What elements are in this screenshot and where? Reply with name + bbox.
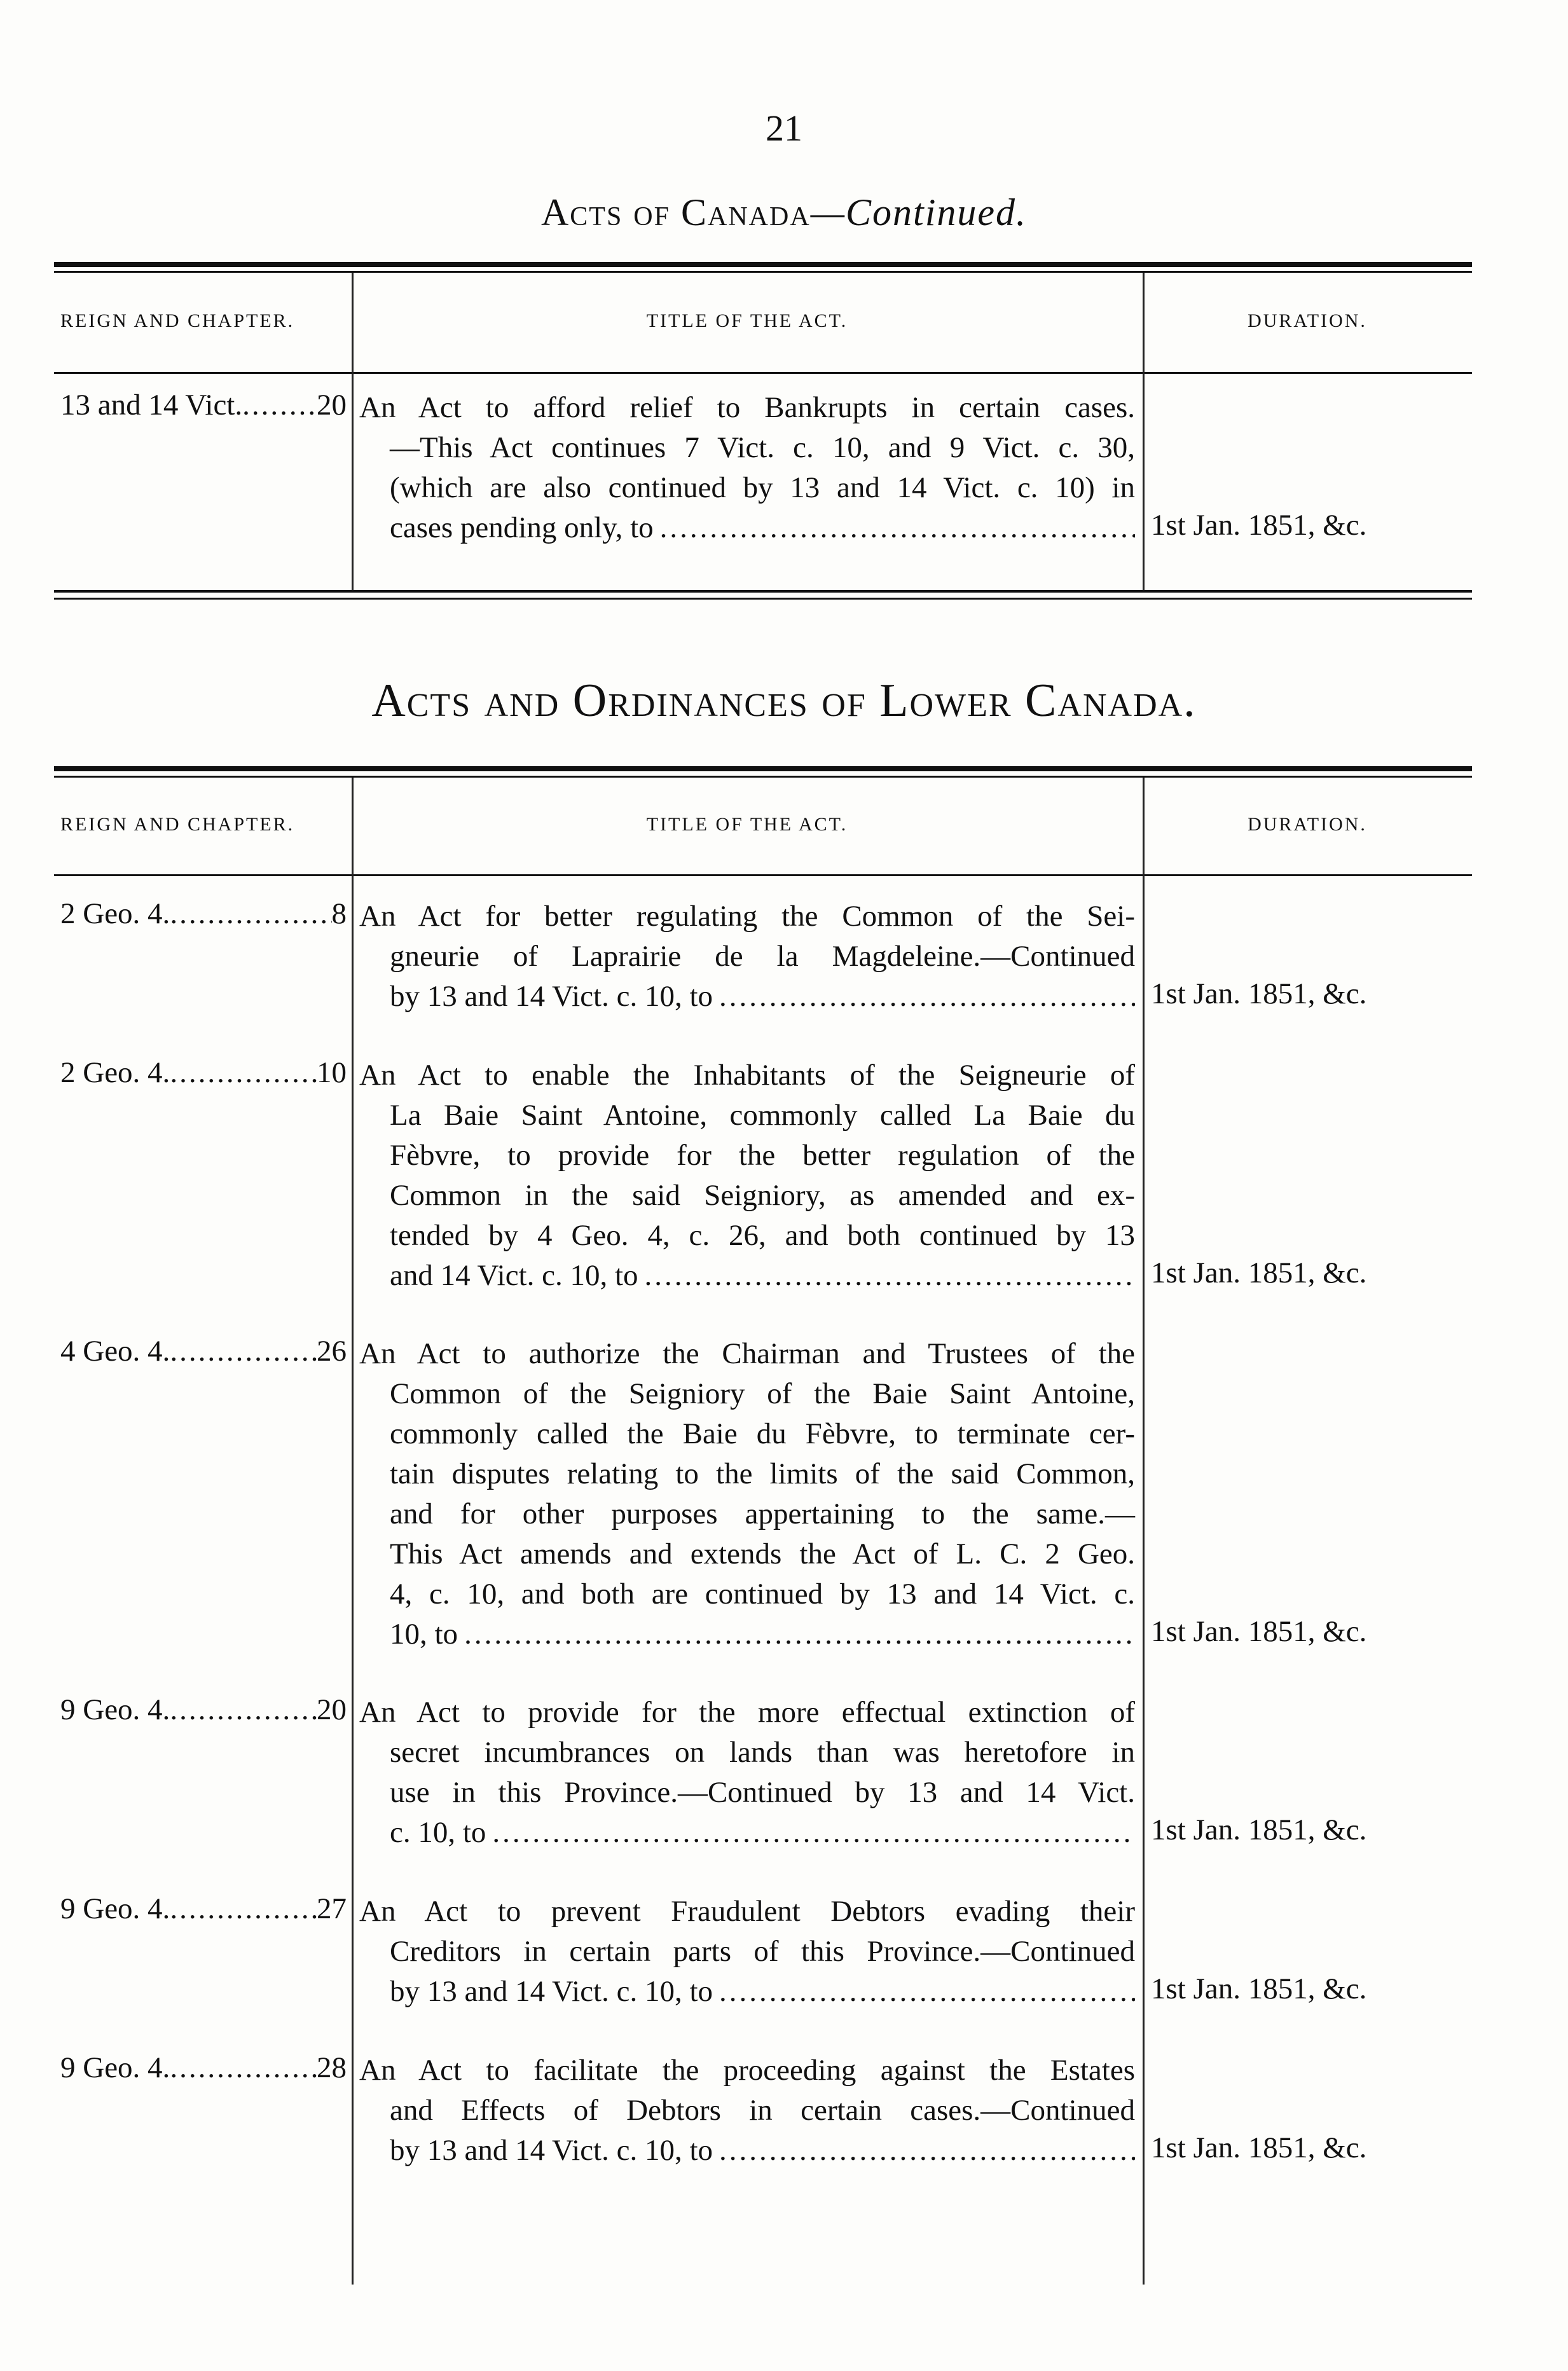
act-title: An Act to authorize the Chairman and Trustees of the Common of the Seigniory of the Baie Saint Antoine, commonly called the Baie du Fèbvre, to terminate cer- tain disputes relating to the limits of the said Common, and for other purposes appertaining to the same.— This Act amends and extends the Act of L. C. 2 Geo. 4, c. 10, and both are continued by 13 and 14 Vict. c. 10, to ..... bbox=[359, 1334, 1135, 1654]
table1-top-rule-thin bbox=[54, 271, 1472, 273]
act-title: An Act to facilitate the proceeding against the Estates and Effects of Debtors in certain cases.—Continued by 13 and 14 Vict. c. 10, to ..... bbox=[359, 2051, 1135, 2171]
table1-header-rule bbox=[54, 372, 1472, 374]
section-title-suffix: —Continued. bbox=[810, 191, 1028, 233]
act-title: An Act to prevent Fraudulent Debtors evading their Creditors in certain parts of this Province.—Continued by 13 and 14 Vict. c. 10, to ..... bbox=[359, 1892, 1135, 2012]
table2-top-rule-thin bbox=[54, 776, 1472, 778]
table1-header-duration: DURATION. bbox=[1248, 310, 1367, 331]
page-number: 21 bbox=[766, 107, 802, 149]
act-title: An Act to provide for the more effectual extinction of secret incumbrances on lands than was heretofore in use in this Province.—Continued by 13 and 14 Vict. c. 10, to ..... bbox=[359, 1693, 1135, 1853]
table1-header-title: TITLE OF THE ACT. bbox=[646, 310, 848, 331]
table2-header-title: TITLE OF THE ACT. bbox=[646, 814, 848, 835]
reign-chapter: 9 Geo. 4. ..... 28 bbox=[60, 2051, 347, 2085]
table2-header-duration: DURATION. bbox=[1248, 814, 1367, 835]
act-duration: 1st Jan. 1851, &c. bbox=[1151, 1972, 1367, 2005]
reign-chapter: 2 Geo. 4. ..... 10 bbox=[60, 1055, 347, 1090]
act-duration: 1st Jan. 1851, &c. bbox=[1151, 2131, 1367, 2164]
act-duration: 1st Jan. 1851, &c. bbox=[1151, 977, 1367, 1010]
table2-col-divider-1 bbox=[352, 778, 354, 2285]
reign-chapter: 9 Geo. 4. ..... 27 bbox=[60, 1892, 347, 1926]
act-duration: 1st Jan. 1851, &c. bbox=[1151, 509, 1367, 542]
reign-chapter: 2 Geo. 4. ..... 8 bbox=[60, 897, 347, 931]
table2-header-reign: REIGN AND CHAPTER. bbox=[60, 814, 295, 835]
act-title: An Act to afford relief to Bankrupts in certain cases. —This Act continues 7 Vict. c. 10, and 9 Vict. c. 30, (which are also continued by 13 and 14 Vict. c. 10) in cases pending only, to ..... bbox=[359, 388, 1135, 548]
act-title: An Act to enable the Inhabitants of the Seigneurie of La Baie Saint Antoine, commonly called La Baie du Fèbvre, to provide for the better regulation of the Common in the said Seigniory, as amended and ex- tended by 4 Geo. 4, c. 26, and both continued by 13 and 14 Vict. c. 10, to ..... bbox=[359, 1055, 1135, 1296]
act-duration: 1st Jan. 1851, &c. bbox=[1151, 1813, 1367, 1846]
table1-header-reign: REIGN AND CHAPTER. bbox=[60, 310, 295, 331]
table2-header-rule bbox=[54, 874, 1472, 876]
table1-bottom-rule bbox=[54, 590, 1472, 593]
section-heading-lower-canada: Acts and Ordinances of Lower Canada. bbox=[371, 675, 1197, 727]
section-heading-acts-of-canada bbox=[0, 191, 1568, 235]
reign-chapter: 4 Geo. 4. ..... 26 bbox=[60, 1334, 347, 1368]
table2-col-divider-2 bbox=[1143, 778, 1145, 2285]
act-title: An Act for better regulating the Common of the Sei- gneurie of Laprairie de la Magdeleine.—Continued by 13 and 14 Vict. c. 10, to ..... bbox=[359, 897, 1135, 1017]
act-duration: 1st Jan. 1851, &c. bbox=[1151, 1256, 1367, 1289]
table1-bottom-rule-2 bbox=[54, 598, 1472, 600]
reign-chapter: 9 Geo. 4. ..... 20 bbox=[60, 1693, 347, 1727]
section-title: Acts of Canada bbox=[540, 191, 811, 233]
table1-top-rule bbox=[54, 262, 1472, 267]
reign-chapter: 13 and 14 Vict. ..... 20 bbox=[60, 388, 347, 422]
act-duration: 1st Jan. 1851, &c. bbox=[1151, 1615, 1367, 1648]
table2-top-rule bbox=[54, 766, 1472, 771]
